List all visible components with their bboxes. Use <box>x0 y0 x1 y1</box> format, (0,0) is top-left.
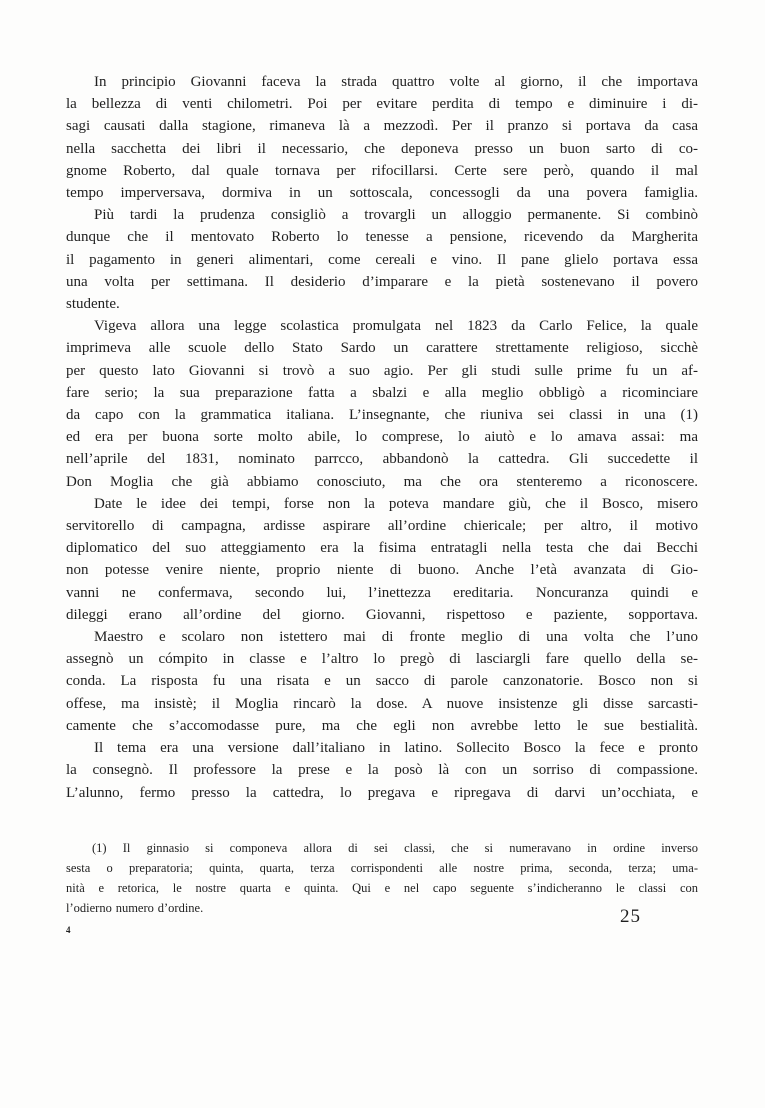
main-text <box>66 71 698 804</box>
text-line: assegnò un cómpito in classe e l’altro lo pregò di lasciargli fare quello della se- <box>66 651 698 668</box>
text-line: Don Moglia che già abbiamo conosciuto, ma che ora stenteremo a riconoscere. <box>66 473 698 490</box>
text-line: una volta per settimana. Il desiderio d’imparare e la pietà sostenevano il povero <box>66 273 698 290</box>
text-line: imprimeva alle scuole dello Stato Sardo un carattere strettamente religioso, sicchè <box>66 340 698 357</box>
text-line: vanni ne confermava, secondo lui, l’inettezza ereditaria. Noncuranza quindi e <box>66 584 698 601</box>
text-line: nella sacchetta dei libri il necessario, che deponeva presso un buon sarto di co- <box>66 140 698 157</box>
text-line: la bellezza di venti chilometri. Poi per evitare perdita di tempo e diminuire i di- <box>66 96 698 113</box>
text-line: Date le idee dei tempi, forse non la poteva mandare giù, che il Bosco, misero <box>94 495 698 512</box>
text-line: In principio Giovanni faceva la strada quattro volte al giorno, il che importava <box>94 74 698 90</box>
paragraph <box>66 493 698 626</box>
text-line: dunque che il mentovato Roberto lo tenesse a pensione, ricevendo da Margherita <box>66 229 698 246</box>
footnote-line: nità e retorica, le nostre quarta e quinta. Qui e nel capo seguente s’indicheranno le classi con <box>66 881 698 895</box>
signature-mark: 4 <box>66 925 71 935</box>
text-line: tempo imperversava, dormiva in un sottoscala, concessogli da una povera famiglia. <box>66 185 698 202</box>
text-line: la consegnò. Il professore la prese e la posò là con un sorriso di compassione. <box>66 762 698 779</box>
text-line: Il tema era una versione dall’italiano in latino. Sollecito Bosco la fece e pronto <box>94 740 698 757</box>
footnote-line: l’odierno numero d’ordine. <box>66 901 204 915</box>
text-line: camente che s’accomodasse pure, ma che egli non avrebbe letto le sue bestialità. <box>66 717 698 734</box>
paragraph <box>66 71 698 204</box>
text-line: servitorello di campagna, ardisse aspirare all’ordine chiericale; per altro, il motivo <box>66 518 698 535</box>
footnote <box>66 838 698 918</box>
text-line: studente. <box>66 296 120 313</box>
text-line: Più tardi la prudenza consigliò a trovargli un alloggio permanente. Si combinò <box>94 207 698 224</box>
text-line: ed era per buona sorte molto abile, lo comprese, lo aiutò e lo amava assai: ma <box>66 429 698 446</box>
paragraph <box>66 737 698 804</box>
text-line: diplomatico del suo atteggiamento era la fisima entratagli nella testa che dai Becchi <box>66 540 698 557</box>
text-line: offese, ma insistè; il Moglia rincarò la dose. A nuove insistenze gli disse sarcasti- <box>66 695 698 712</box>
page-number: 25 <box>620 906 641 927</box>
text-line: sagi causati dalla stagione, rimaneva là a mezzodì. Per il pranzo si portava da casa <box>66 118 698 135</box>
text-line: nell’aprile del 1831, nominato parrcco, abbandonò la cattedra. Gli succedette il <box>66 451 698 468</box>
footnote-line: (1) Il ginnasio si componeva allora di sei classi, che si numeravano in ordine inverso <box>92 841 698 855</box>
paragraph <box>66 204 698 315</box>
text-line: L’alunno, fermo presso la cattedra, lo pregava e ripregava di darvi un’occhiata, e <box>66 784 698 801</box>
text-line: Maestro e scolaro non istettero mai di fronte meglio di una volta che l’uno <box>94 629 698 646</box>
paragraph <box>66 626 698 737</box>
text-line: da capo con la grammatica italiana. L’insegnante, che riuniva sei classi in una (1) <box>66 407 698 424</box>
text-line: gnome Roberto, dal quale tornava per rifocillarsi. Certe sere però, quando il mal <box>66 162 698 179</box>
text-line: Vigeva allora una legge scolastica promulgata nel 1823 da Carlo Felice, la quale <box>94 318 698 335</box>
footnote-line: sesta o preparatoria; quinta, quarta, terza corrispondenti alle nostre prima, seconda, terza; uma- <box>66 861 698 875</box>
text-line: non potesse venire niente, proprio niente di buono. Anche l’età avanzata di Gio- <box>66 562 698 579</box>
text-line: per questo lato Giovanni si trovò a suo agio. Per gli studi sulle prime fu un af- <box>66 362 698 379</box>
text-line: fare serio; la sua preparazione fatta a sbalzi e alla meglio obbligò a ricominciare <box>66 384 698 401</box>
text-line: conda. La risposta fu una risata e un sacco di parole canzonatorie. Bosco non si <box>66 673 698 690</box>
paragraph <box>66 315 698 493</box>
text-line: il pagamento in generi alimentari, come cereali e vino. Il pane glielo portava essa <box>66 251 698 268</box>
text-line: dileggi erano all’ordine del giorno. Giovanni, rispettoso e paziente, sopportava. <box>66 606 698 623</box>
